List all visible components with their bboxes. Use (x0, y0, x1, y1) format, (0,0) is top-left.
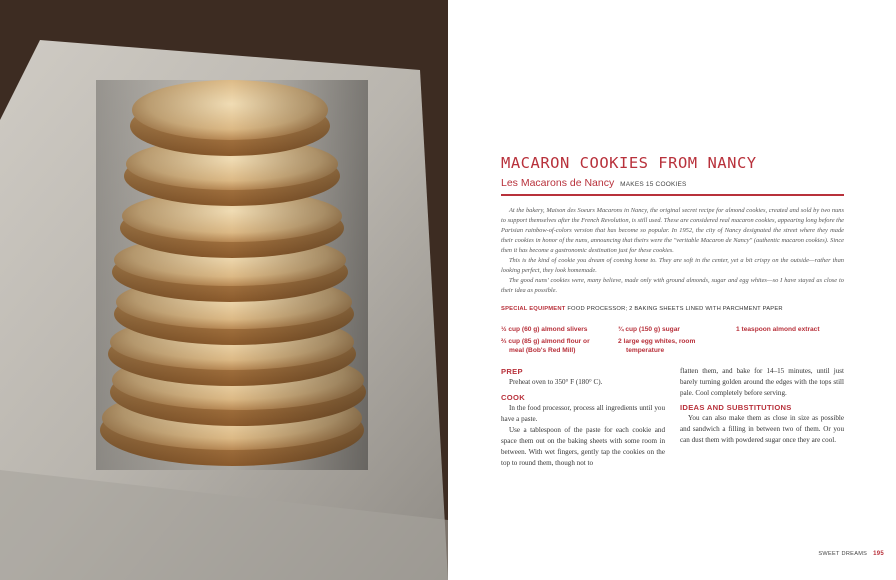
cook-step: In the food processor, process all ingredients until you have a paste. (501, 404, 665, 423)
ingredient: meal (Bob's Red Mill) (509, 347, 576, 354)
recipe-intro (501, 206, 844, 296)
cookie-stack (96, 80, 368, 470)
recipe-yield: MAKES 15 COOKIES (620, 181, 687, 188)
ingredient: temperature (626, 347, 665, 354)
section-name: SWEET DREAMS (818, 551, 868, 557)
recipe-subtitle (501, 177, 687, 189)
ingredient: ¾ cup (150 g) sugar (618, 326, 680, 333)
method-column-right (680, 366, 844, 469)
ideas-heading: IDEAS AND SUBSTITUTIONS (680, 403, 792, 412)
title-divider (501, 194, 844, 196)
recipe-page (448, 0, 896, 580)
ingredient: ½ cup (60 g) almond slivers (501, 326, 588, 333)
special-equipment (501, 306, 844, 312)
equipment-text: FOOD PROCESSOR; 2 BAKING SHEETS LINED WITH PARCHMENT PAPER (567, 306, 783, 312)
intro-paragraph: The good nuns' cookies were, many believe, made only with ground almonds, sugar and egg whites—so I have stayed as close to their idea as possible. (501, 277, 844, 294)
recipe-subtitle-text: Les Macarons de Nancy (501, 177, 615, 189)
intro-paragraph: This is the kind of cookie you dream of coming home to. They are soft in the center, yet a bit crispy on the outside—rather than looking perfect, they look homemade. (501, 257, 844, 274)
cook-step: flatten them, and bake for 14–15 minutes, until just barely turning golden around the edges with the tops still pale. Cool completely before serving. (680, 367, 844, 397)
cook-heading: COOK (501, 393, 525, 402)
prep-text: Preheat oven to 350° F (180° C). (509, 378, 603, 386)
method-columns (501, 366, 844, 469)
recipe-title: MACARON COOKIES FROM NANCY (501, 154, 757, 172)
page-footer (818, 551, 884, 557)
page-number: 195 (873, 551, 884, 557)
intro-paragraph: At the bakery, Maison des Soeurs Macarons in Nancy, the original secret recipe for almond cookies, created and sold by two nuns to support themselves after the French Revolution, is still used. These are considered real macaron cookies, appearing long before the Parisian rainbow-of-colors version that has become so popular. In 1952, the city of Nancy designated the street where they made their cookies in honor of the nuns, announcing that theirs were the "veritable Macaron de Nancy" (authentic macaron cookies). Since then it has become a gastronomic destination just for these cookies. (501, 207, 844, 254)
equipment-label: SPECIAL EQUIPMENT (501, 306, 566, 312)
prep-heading: PREP (501, 367, 523, 376)
ingredient: ⅔ cup (85 g) almond flour or (501, 338, 590, 345)
cook-step: Use a tablespoon of the paste for each cookie and space them out on the baking sheets with some room in between. With wet fingers, gently tap the cookies on the top to round them, though not to (501, 426, 665, 467)
ideas-text: You can also make them as close in size as possible and sandwich a filling in between two of them. Or you can dust them with powdered sugar once they are cool. (680, 414, 844, 444)
method-column-left (501, 366, 665, 469)
ingredient: 2 large egg whites, room (618, 338, 696, 345)
ingredient: 1 teaspoon almond extract (736, 326, 820, 333)
